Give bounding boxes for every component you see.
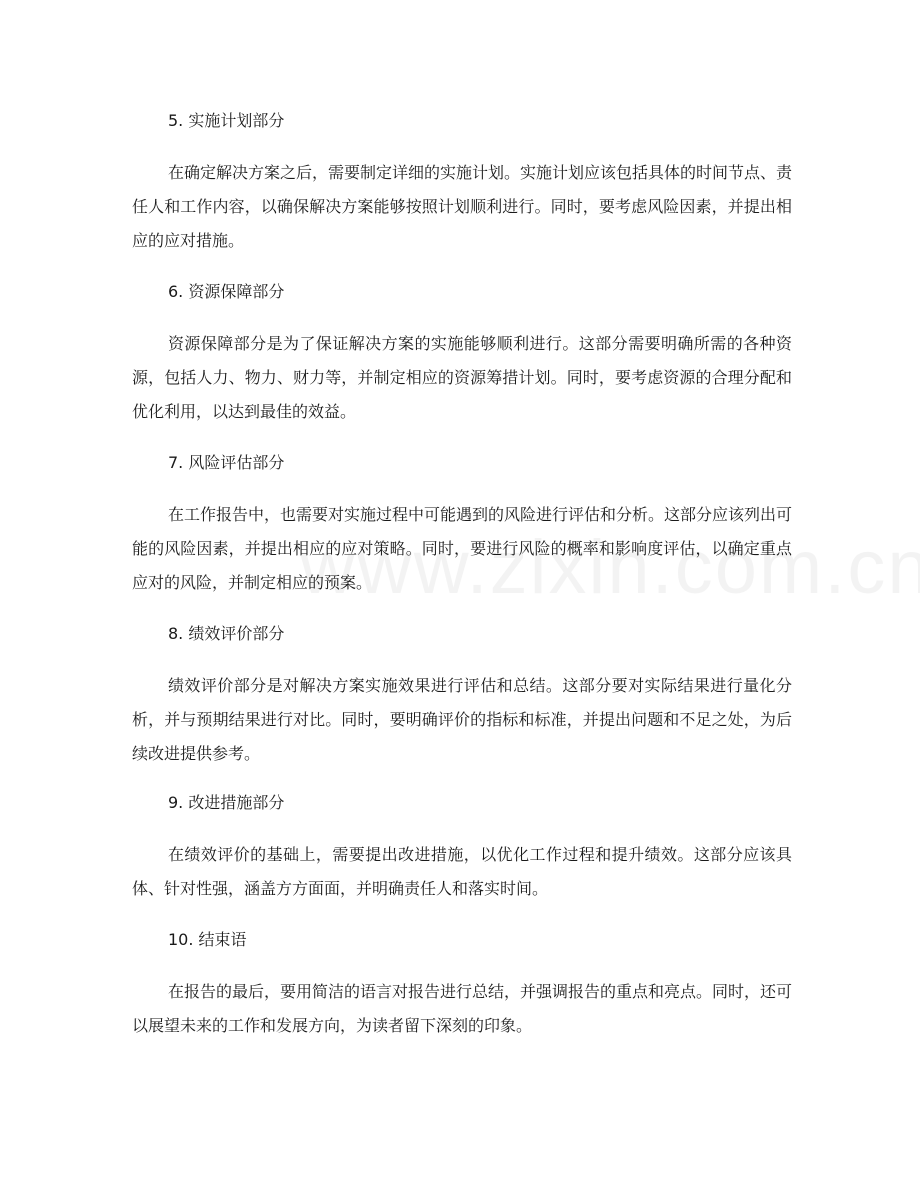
section-heading: 9. 改进措施部分 bbox=[168, 793, 285, 812]
section-conclusion bbox=[132, 929, 793, 1035]
section-risk-assessment bbox=[132, 452, 793, 592]
section-paragraph: 在绩效评价的基础上，需要提出改进措施，以优化工作过程和提升绩效。这部分应该具体、针对性强，涵盖方方面面，并明确责任人和落实时间。 bbox=[132, 845, 792, 898]
section-paragraph: 资源保障部分是为了保证解决方案的实施能够顺利进行。这部分需要明确所需的各种资源，包括人力、物力、财力等，并制定相应的资源筹措计划。同时，要考虑资源的合理分配和优化利用，以达到最佳的效益。 bbox=[132, 334, 792, 421]
section-resource-support bbox=[132, 281, 792, 421]
section-performance-evaluation bbox=[132, 623, 792, 763]
section-heading: 7. 风险评估部分 bbox=[168, 453, 285, 472]
section-implementation-plan bbox=[132, 110, 793, 250]
section-improvement-measures bbox=[132, 792, 792, 898]
section-heading: 5. 实施计划部分 bbox=[168, 111, 285, 130]
section-heading: 8. 绩效评价部分 bbox=[168, 624, 285, 643]
section-paragraph: 在报告的最后，要用简洁的语言对报告进行总结，并强调报告的重点和亮点。同时，还可以展望未来的工作和发展方向，为读者留下深刻的印象。 bbox=[132, 982, 793, 1035]
section-paragraph: 在确定解决方案之后，需要制定详细的实施计划。实施计划应该包括具体的时间节点、责任人和工作内容，以确保解决方案能够按照计划顺利进行。同时，要考虑风险因素，并提出相应的应对措施。 bbox=[132, 163, 793, 250]
section-heading: 6. 资源保障部分 bbox=[168, 282, 285, 301]
section-heading: 10. 结束语 bbox=[168, 930, 247, 949]
section-paragraph: 绩效评价部分是对解决方案实施效果进行评估和总结。这部分要对实际结果进行量化分析，并与预期结果进行对比。同时，要明确评价的指标和标准，并提出问题和不足之处，为后续改进提供参考。 bbox=[132, 676, 792, 763]
section-paragraph: 在工作报告中，也需要对实施过程中可能遇到的风险进行评估和分析。这部分应该列出可能的风险因素，并提出相应的应对策略。同时，要进行风险的概率和影响度评估，以确定重点应对的风险，并制定相应的预案。 bbox=[132, 505, 793, 592]
